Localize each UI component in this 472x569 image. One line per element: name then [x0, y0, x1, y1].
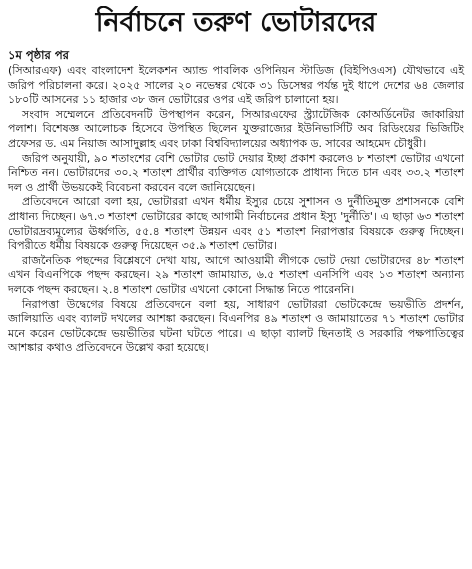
article-paragraph: নিরাপত্তা উদ্বেগের বিষয়ে প্রতিবেদনে বলা হয়, সাধারণ ভোটাররা ভোটকেন্দ্রে ভয়ভীতি প্রদর্শন, জালিয়াতি এবং ব্যালট দখলের আশঙ্কা করছেন। বিএনপির ৪৯ শতাংশ ও জামায়াতের ৭১ শতাংশ ভোটার মনে করেন ভোটকেন্দ্রে ভয়ভীতির ঘটনা ঘটতে পারে। এ ছাড়া ব্যালট ছিনতাই ও সরকারি পক্ষপাতিত্বের আশঙ্কার কথাও প্রতিবেদনে উল্লেখ করা হয়েছে।	[8, 297, 464, 355]
article-paragraph: রাজনৈতিক পছন্দের বিশ্লেষণে দেখা যায়, আগে আওয়ামী লীগকে ভোট দেয়া ভোটারদের ৪৮ শতাংশ এখন বিএনপিকে পছন্দ করছেন। ২৯ শতাংশ জামায়াত, ৬.৫ শতাংশ এনসিপি এবং ১৩ শতাংশ অন্যান্য দলকে পছন্দ করছেন। ২.৪ শতাংশ ভোটার এখনো কোনো সিদ্ধান্ত নিতে পারেননি।	[8, 253, 464, 296]
continued-from-label: ১ম পৃষ্ঠার পর	[8, 48, 69, 62]
article-paragraph: (সিআরএফ) এবং বাংলাদেশ ইলেকশন অ্যান্ড পাবলিক ওপিনিয়ন স্টাডিজ (বিইপিওএস) যৌথভাবে এই জরিপ পরিচালনা করে। ২০২৫ সালের ২০ নভেম্বর থেকে ৩১ ডিসেম্বর পর্যন্ত দুই ধাপে দেশের ৬৪ জেলার ১৮০টি আসনের ১১ হাজার ৩৮ জন ভোটারের ওপর এই জরিপ চালানো হয়।	[8, 64, 464, 107]
article-headline: নির্বাচনে তরুণ ভোটারদের	[95, 7, 377, 38]
article-paragraph: সংবাদ সম্মেলনে প্রতিবেদনটি উপস্থাপন করেন, সিআরএফের স্ট্র্যাটেজিক কোঅর্ডিনেটর জাকারিয়া পলাশ। বিশেষজ্ঞ আলোচক হিসেবে উপস্থিত ছিলেন যুক্তরাজ্যের ইউনিভার্সিটি অব রিডিংয়ের ভিজিটিং প্রফেসর ড. এম নিয়াজ আসাদুল্লাহ এবং ঢাকা বিশ্ববিদ্যালয়ের অধ্যাপক ড. সাবের আহমেদ চৌধুরী।	[8, 107, 464, 150]
article-paragraph: জরিপ অনুযায়ী, ৯০ শতাংশের বেশি ভোটার ভোট দেয়ার ইচ্ছা প্রকাশ করলেও ৮ শতাংশ ভোটার এখনো নিশ্চিত নন। ভোটারদের ৩০.২ শতাংশ প্রার্থীর ব্যক্তিগত যোগ্যতাকে প্রাধান্য দিতে চান এবং ৩৩.২ শতাংশ দল ও প্রার্থী উভয়কেই বিবেচনা করবেন বলে জানিয়েছেন।	[8, 151, 464, 194]
article-body	[8, 64, 464, 356]
article-paragraph: প্রতিবেদনে আরো বলা হয়, ভোটাররা এখন ধর্মীয় ইস্যুর চেয়ে সুশাসন ও দুর্নীতিমুক্ত প্রশাসনকে বেশি প্রাধান্য দিচ্ছেন। ৬৭.৩ শতাংশ ভোটারের কাছে আগামী নির্বাচনের প্রধান ইস্যু 'দুর্নীতি'। এ ছাড়া ৬৩ শতাংশ ভোটারদ্রব্যমূল্যের ঊর্ধ্বগতি, ৫৫.৪ শতাংশ উন্নয়ন এবং ৫১ শতাংশ নিরাপত্তার বিষয়কে গুরুত্ব দিচ্ছেন। বিপরীতে ধর্মীয় বিষয়কে গুরুত্ব দিয়েছেন ৩৫.৯ শতাংশ ভোটার।	[8, 195, 464, 253]
